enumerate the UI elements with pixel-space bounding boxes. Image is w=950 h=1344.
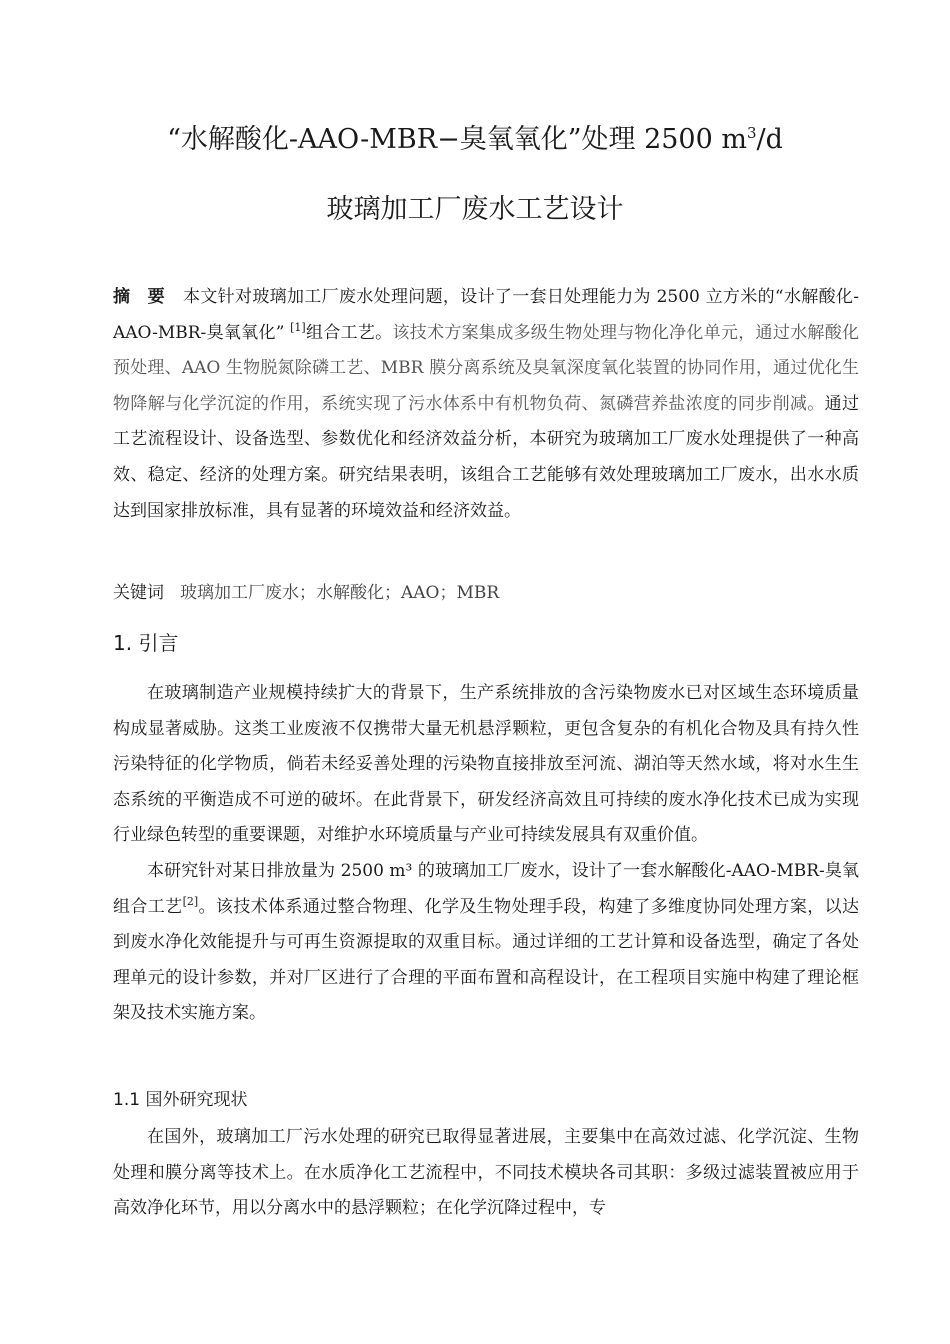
intro-paragraph-2-text-b: 。该技术体系通过整合物理、化学及生物处理手段，构建了多维度协同处理方案，以达到废水净化效能提升与可再生资源提取的双重目标。通过详细的工艺计算和设备选型，确定了各处理单元的设计参数，并对厂区进行了合理的平面布置和高程设计，在工程项目实施中构建了理论框架及技术实施方案。 (113, 896, 859, 1024)
section-heading-introduction: 1. 引言 (113, 631, 179, 655)
foreign-research-body (113, 1120, 859, 1227)
abstract-text-a: 本文针对玻璃加工厂废水处理问题，设计了一套日处理能力为 2500 立方米的“水解酸化-AAO-MBR-臭氧氧化” (113, 287, 860, 343)
abstract-label: 摘 要 (113, 287, 165, 307)
foreign-research-paragraph: 在国外，玻璃加工厂污水处理的研究已取得显著进展，主要集中在高效过滤、化学沉淀、生物处理和膜分离等技术上。在水质净化工艺流程中，不同技术模块各司其职：多级过滤装置被应用于高效净化环节，用以分离水中的悬浮颗粒；在化学沉降过程中，专 (113, 1127, 859, 1219)
keywords-line (113, 577, 859, 609)
intro-paragraph-2 (113, 854, 859, 1032)
abstract-text-c: 通过工艺流程设计、设备选型、参数优化和经济效益分析，本研究为玻璃加工厂废水处理提供了一种高效、稳定、经济的处理方案。研究结果表明，该组合工艺能够有效处理玻璃加工厂废水，出水水质达到国家排放标准，具有显著的环境效益和经济效益。 (113, 393, 859, 521)
abstract-text-b: 组合工艺。 (305, 322, 393, 343)
keywords-label: 关键词 (113, 583, 164, 603)
abstract-text-gray: 该技术方案集成多级生物处理与物化净化单元，通过水解酸化预处理、AAO 生物脱氮除磷工艺、MBR 膜分离系统及臭氧深度氧化装置的协同作用，通过优化生物降解与化学沉淀的作用，系统实现了污水体系中有机物负荷、氮磷营养盐浓度的同步削减。 (113, 322, 860, 414)
introduction-body (113, 676, 859, 1032)
intro-paragraph-2-text-a: 本研究针对某日排放量为 2500 m³ 的玻璃加工厂废水，设计了一套水解酸化-AAO-MBR-臭氧组合工艺 (113, 860, 859, 917)
title-main-text: “水解酸化-AAO-MBR−臭氧氧化”处理 2500 m (167, 124, 747, 155)
paper-title-line-2: 玻璃加工厂废水工艺设计 (326, 194, 624, 225)
keywords-text: 玻璃加工厂废水；水解酸化；AAO；MBR (180, 583, 500, 603)
title-unit-tail: /d (756, 124, 783, 155)
citation-marker-1: [1] (290, 320, 306, 334)
abstract-block (113, 280, 859, 529)
abstract-paragraph (113, 280, 859, 529)
title-superscript: 3 (746, 124, 757, 142)
intro-paragraph-1: 在玻璃制造产业规模持续扩大的背景下，生产系统排放的含污染物废水已对区域生态环境质量构成显著威胁。这类工业废液不仅携带大量无机悬浮颗粒，更包含复杂的有机化合物及具有持久性污染特征的化学物质，倘若未经妥善处理的污染物直接排放至河流、湖泊等天然水域，将对水生生态系统的平衡造成不可逆的破坏。在此背景下，研发经济高效且可持续的废水净化技术已成为实现行业绿色转型的重要课题，对维护水环境质量与产业可持续发展具有双重价值。 (113, 683, 859, 846)
paper-title-line-1 (0, 122, 950, 158)
subsection-heading-foreign-research: 1.1 国外研究现状 (113, 1090, 248, 1110)
citation-marker-2: [2] (182, 894, 199, 908)
